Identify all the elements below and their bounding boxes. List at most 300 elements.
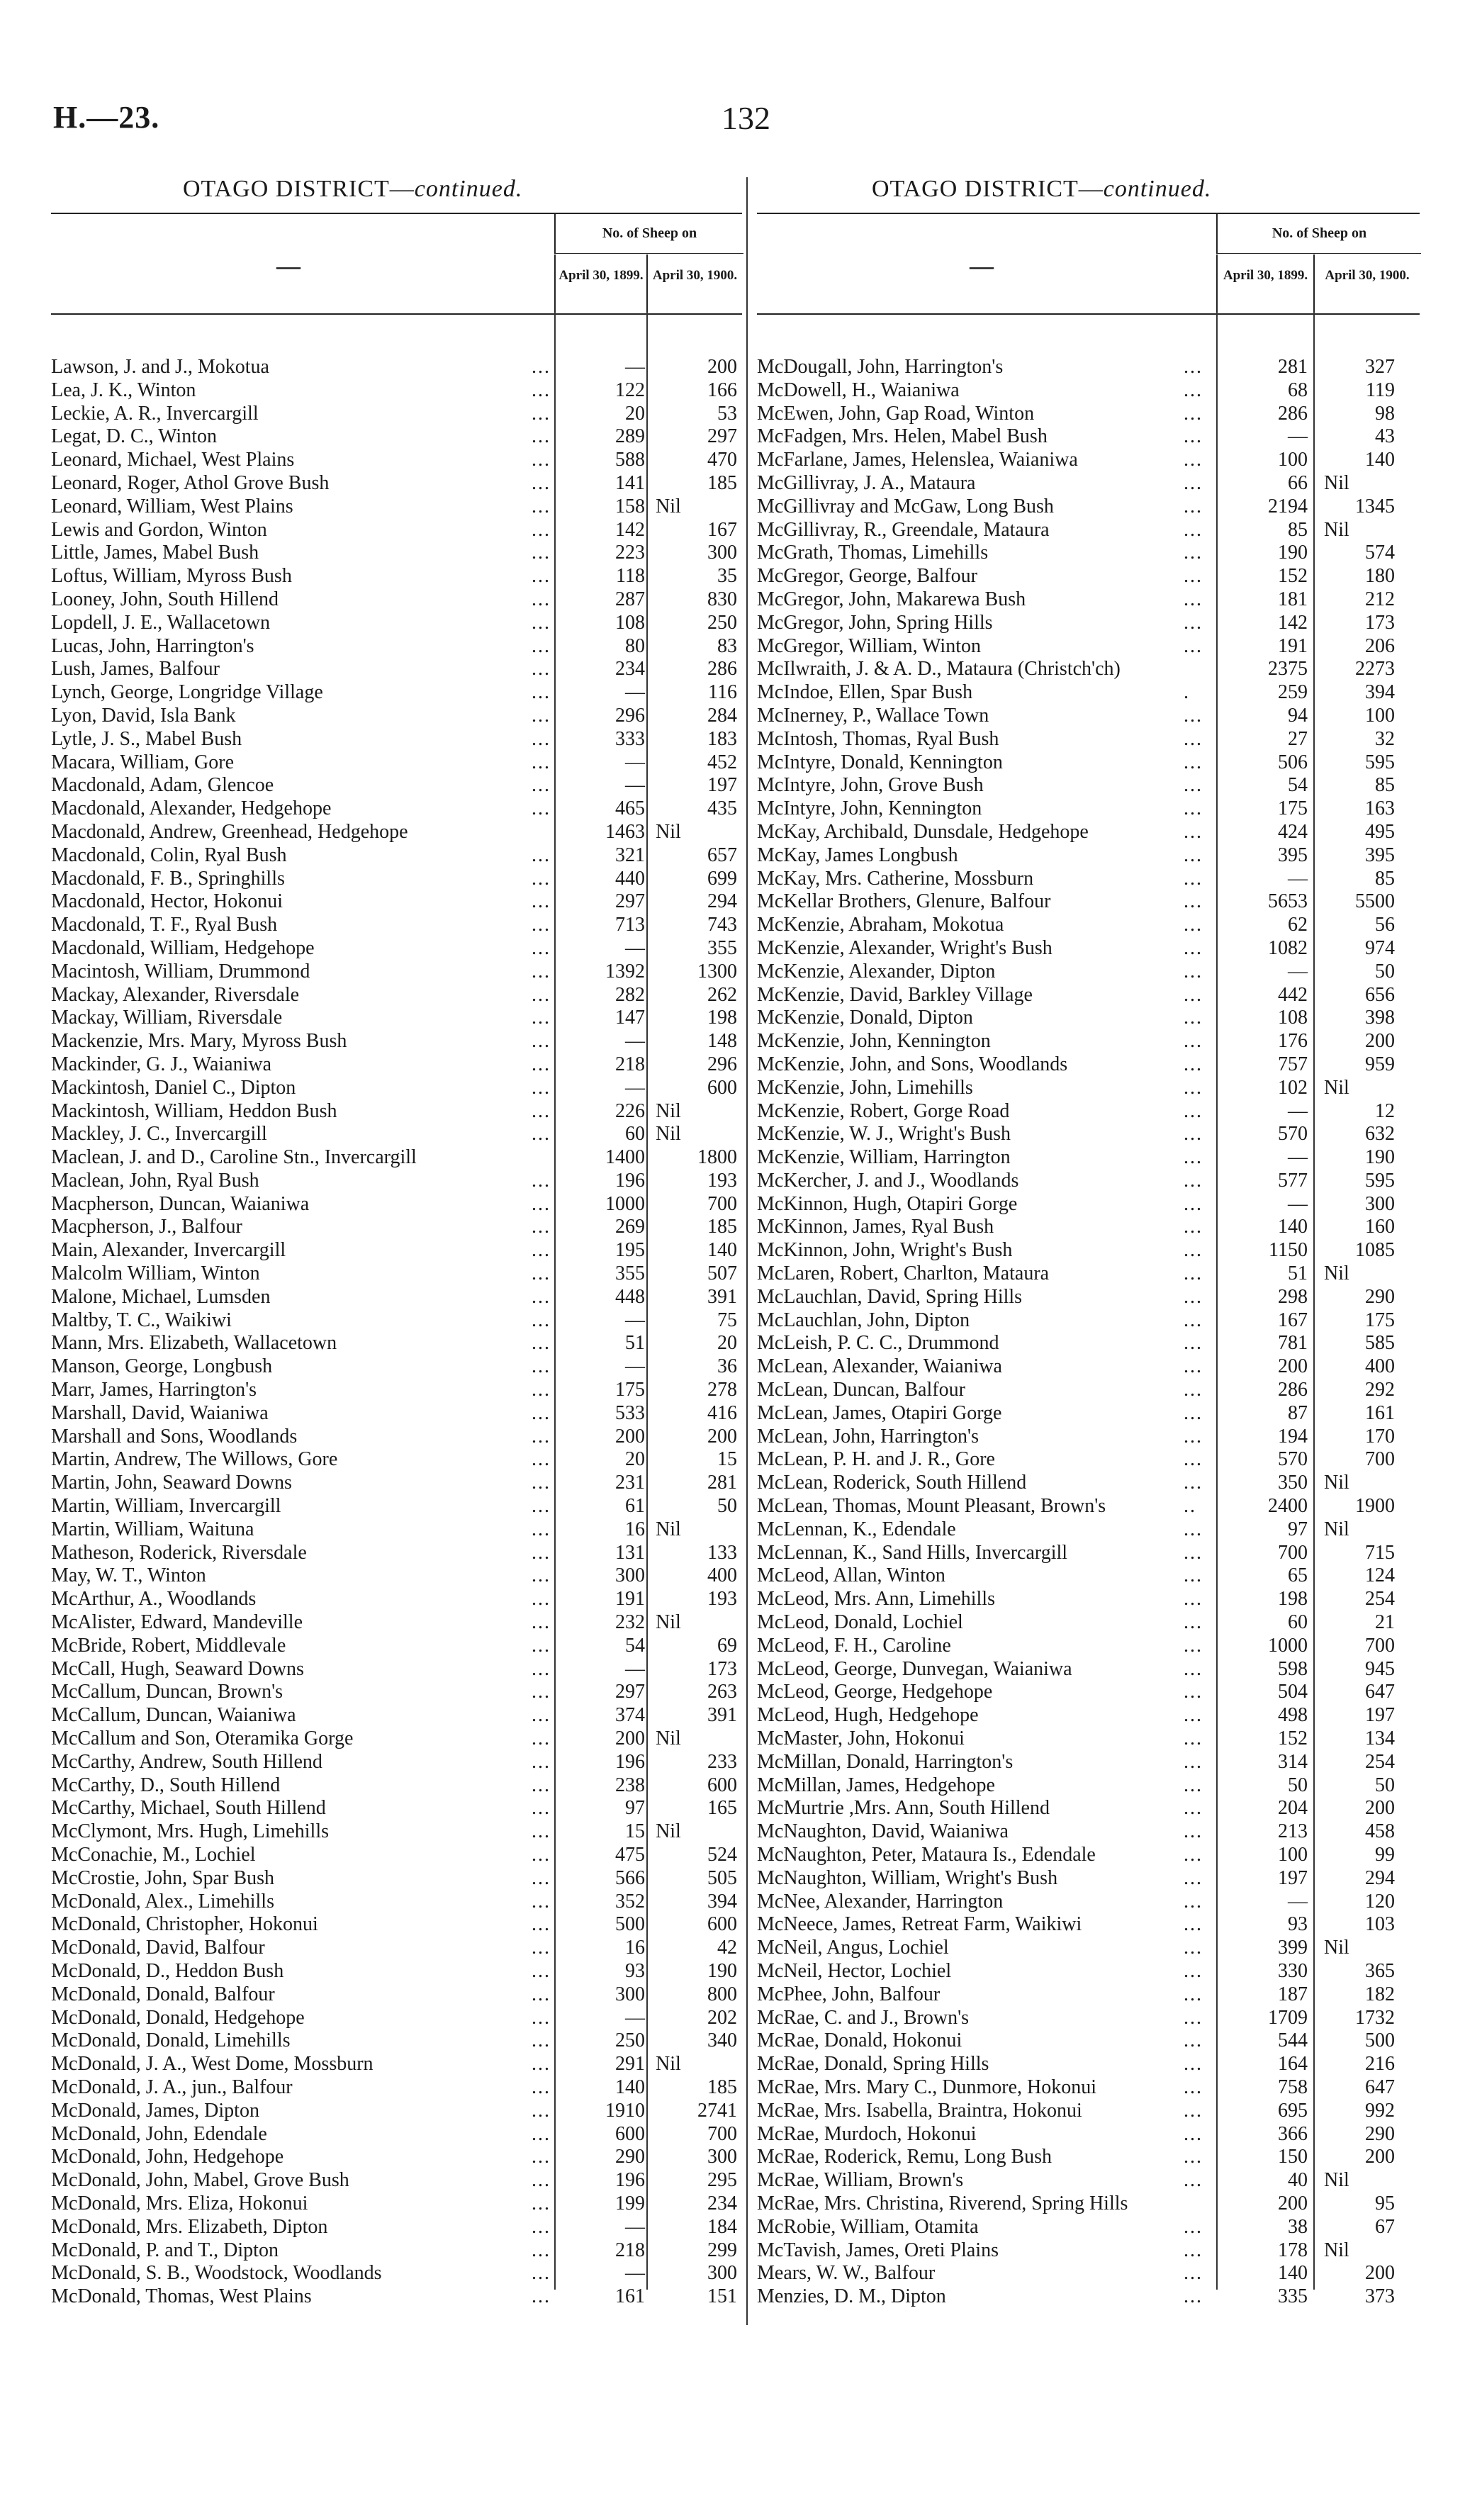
- sheep-1900: Nil: [656, 1820, 681, 1843]
- sheep-1899: 598: [1278, 1657, 1308, 1680]
- sheep-1900: 300: [707, 2146, 737, 2168]
- sheep-1900: 505: [707, 1866, 737, 1889]
- table-row: [51, 914, 742, 937]
- table-row: [757, 356, 1420, 379]
- sheep-1899: 506: [1278, 751, 1308, 773]
- sheep-1900: 1345: [1355, 495, 1395, 517]
- dot-leader: ...: [1184, 844, 1203, 866]
- sheep-1900: 163: [1365, 797, 1395, 820]
- table-row: [757, 1891, 1420, 1914]
- dot-leader: ...: [532, 1379, 551, 1401]
- owner-name: McCall, Hugh, Seaward Downs: [51, 1657, 304, 1680]
- name-column-header: —: [276, 253, 301, 279]
- dot-leader: ...: [1184, 820, 1203, 843]
- sheep-1899: 100: [1278, 449, 1308, 471]
- owner-name: McIntyre, John, Grove Bush: [757, 774, 984, 797]
- table-row: [51, 1495, 742, 1518]
- sheep-1900: 190: [1365, 1146, 1395, 1169]
- dot-leader: ...: [1184, 402, 1203, 425]
- sheep-1900: 699: [707, 867, 737, 890]
- sheep-1900: 715: [1365, 1541, 1395, 1564]
- table-row: [51, 1937, 742, 1960]
- sheep-count-group-header: No. of Sheep on: [554, 214, 743, 254]
- owner-name: McKenzie, Donald, Dipton: [757, 1007, 973, 1029]
- table-row: [757, 1239, 1420, 1262]
- owner-name: McDonald, P. and T., Dipton: [51, 2239, 279, 2261]
- owner-name: McTavish, James, Oreti Plains: [757, 2239, 999, 2261]
- sheep-1900: Nil: [1324, 1472, 1349, 1494]
- sheep-1900: 167: [707, 518, 737, 541]
- sheep-1899: 194: [1278, 1425, 1308, 1447]
- owner-name: Leckie, A. R., Invercargill: [51, 402, 259, 425]
- sheep-1900: 600: [707, 1774, 737, 1796]
- table-row: [51, 2123, 742, 2146]
- table-row: [757, 1542, 1420, 1565]
- sheep-1900: Nil: [1324, 471, 1349, 494]
- owner-name: McLaren, Robert, Charlton, Mataura: [757, 1262, 1050, 1285]
- owner-name: Macpherson, Duncan, Waianiwa: [51, 1192, 310, 1215]
- sheep-1899: 27: [1288, 727, 1308, 750]
- owner-name: McGregor, John, Makarewa Bush: [757, 588, 1026, 610]
- sheep-1899: 352: [615, 1890, 645, 1913]
- dot-leader: ...: [532, 1564, 551, 1587]
- table-row: [757, 1007, 1420, 1030]
- table-row: [51, 1588, 742, 1611]
- owner-name: McNeil, Angus, Lochiel: [757, 1937, 949, 1959]
- sheep-1900: 284: [707, 704, 737, 727]
- sheep-1900: 300: [707, 542, 737, 564]
- sheep-1899: 118: [616, 565, 645, 588]
- owner-name: Mackintosh, William, Heddon Bush: [51, 1099, 337, 1122]
- table-row: [757, 1262, 1420, 1286]
- table-header: [757, 213, 1420, 315]
- sheep-1899: 234: [615, 658, 645, 681]
- sheep-1899: 93: [1288, 1913, 1308, 1936]
- sheep-1900: 398: [1365, 1007, 1395, 1029]
- sheep-1900: 36: [717, 1355, 737, 1378]
- sheep-1900: 99: [1375, 1844, 1395, 1866]
- table-row: [51, 1797, 742, 1820]
- table-row: [51, 1262, 742, 1286]
- sheep-1899: 577: [1278, 1169, 1308, 1192]
- dot-leader: ...: [532, 1959, 551, 1982]
- sheep-1900: 327: [1365, 356, 1395, 378]
- sheep-1900: 5500: [1355, 890, 1395, 913]
- column-divider: [746, 177, 748, 2325]
- table-row: [757, 1820, 1420, 1844]
- sheep-1899: 366: [1278, 2122, 1308, 2145]
- owner-name: Macdonald, Andrew, Greenhead, Hedgehope: [51, 820, 408, 843]
- owner-name: McLeod, George, Hedgehope: [757, 1681, 993, 1703]
- table-row: [51, 2239, 742, 2263]
- owner-name: McKenzie, Alexander, Wright's Bush: [757, 936, 1052, 959]
- sheep-1900: 299: [707, 2239, 737, 2261]
- sheep-1900: Nil: [656, 1518, 681, 1540]
- table-row: [51, 449, 742, 472]
- sheep-1900: 185: [707, 1216, 737, 1238]
- table-row: [757, 2053, 1420, 2076]
- owner-name: McLennan, K., Sand Hills, Invercargill: [757, 1541, 1068, 1564]
- owner-name: McKercher, J. and J., Woodlands: [757, 1169, 1019, 1192]
- owner-name: McGregor, George, Balfour: [757, 565, 977, 588]
- sheep-1900: 212: [1365, 588, 1395, 610]
- dot-leader: ...: [532, 751, 551, 773]
- sheep-1899: 51: [1288, 1262, 1308, 1285]
- table-row: [757, 1448, 1420, 1472]
- sheep-1899: 300: [615, 1564, 645, 1587]
- owner-name: Mackay, William, Riversdale: [51, 1007, 283, 1029]
- sheep-1899: 38: [1288, 2215, 1308, 2238]
- dot-leader: ...: [532, 727, 551, 750]
- table-row: [51, 1216, 742, 1239]
- owner-name: McRae, Donald, Spring Hills: [757, 2053, 989, 2076]
- owner-name: McFadgen, Mrs. Helen, Mabel Bush: [757, 425, 1048, 448]
- dot-leader: ...: [1184, 471, 1203, 494]
- sheep-1900: 700: [707, 1192, 737, 1215]
- sheep-1900: 180: [1365, 565, 1395, 588]
- owner-name: Leonard, Michael, West Plains: [51, 449, 295, 471]
- dot-leader: ...: [1184, 2169, 1203, 2192]
- sheep-1899: 218: [615, 1053, 645, 1075]
- sheep-1899: 178: [1278, 2239, 1308, 2261]
- sheep-1899: 198: [1278, 1588, 1308, 1611]
- sheep-1900: 173: [1365, 611, 1395, 634]
- dot-leader: ...: [1184, 1611, 1203, 1634]
- table-row: [51, 868, 742, 891]
- table-row: [757, 961, 1420, 984]
- sheep-1899: 300: [615, 1983, 645, 2005]
- dot-leader: ...: [1184, 1076, 1203, 1099]
- sheep-1900: Nil: [1324, 2239, 1349, 2261]
- sheep-1900: Nil: [656, 1123, 681, 1146]
- sheep-1899: —: [625, 936, 645, 959]
- owner-name: Macdonald, Adam, Glencoe: [51, 774, 274, 797]
- sheep-1900: 50: [717, 1495, 737, 1518]
- table-row: [757, 1751, 1420, 1774]
- owner-name: McLean, Thomas, Mount Pleasant, Brown's: [757, 1495, 1106, 1518]
- sheep-1899: 713: [615, 914, 645, 936]
- sheep-1899: 5653: [1268, 890, 1308, 913]
- dot-leader: ...: [1184, 1285, 1203, 1308]
- sheep-1899: 1082: [1268, 936, 1308, 959]
- dot-leader: ...: [532, 449, 551, 471]
- dot-leader: ...: [532, 2053, 551, 2076]
- dot-leader: ...: [532, 1285, 551, 1308]
- sheep-1900: 254: [1365, 1750, 1395, 1773]
- sheep-1899: 298: [1278, 1285, 1308, 1308]
- sheep-1899: 232: [615, 1611, 645, 1634]
- dot-leader: ...: [1184, 1913, 1203, 1936]
- dot-leader: ...: [532, 1239, 551, 1262]
- dot-leader: ...: [1184, 634, 1203, 657]
- sheep-1900: 198: [707, 1007, 737, 1029]
- sheep-1899: —: [625, 356, 645, 378]
- table-row: [51, 2169, 742, 2193]
- sheep-1899: 231: [615, 1472, 645, 1494]
- sheep-1899: 500: [615, 1913, 645, 1936]
- dot-leader: ...: [532, 867, 551, 890]
- sheep-1900: 2273: [1355, 658, 1395, 681]
- table-row: [51, 1820, 742, 1844]
- owner-name: McDonald, John, Edendale: [51, 2122, 267, 2145]
- sheep-1900: 85: [1375, 867, 1395, 890]
- table-row: [51, 2146, 742, 2169]
- owner-name: McKay, Mrs. Catherine, Mossburn: [757, 867, 1034, 890]
- owner-name: McIlwraith, J. & A. D., Mataura (Christch'ch): [757, 658, 1121, 681]
- owner-name: McLean, P. H. and J. R., Gore: [757, 1448, 995, 1471]
- sheep-1899: 175: [615, 1379, 645, 1401]
- sheep-1900: 391: [707, 1704, 737, 1727]
- table-row: [51, 495, 742, 519]
- owner-name: McKenzie, Robert, Gorge Road: [757, 1099, 1010, 1122]
- sheep-1900: 151: [707, 2285, 737, 2308]
- owner-name: Mann, Mrs. Elizabeth, Wallacetown: [51, 1332, 337, 1355]
- sheep-1899: 297: [615, 890, 645, 913]
- sheep-1899: 504: [1278, 1681, 1308, 1703]
- table-row: [757, 1495, 1420, 1518]
- sheep-1899: 167: [1278, 1309, 1308, 1331]
- table-row: [757, 1100, 1420, 1124]
- dot-leader: ..: [1184, 1495, 1196, 1518]
- sheep-1899: 54: [1288, 774, 1308, 797]
- dot-leader: ...: [532, 1216, 551, 1238]
- dot-leader: ...: [1184, 1401, 1203, 1424]
- sheep-1900: 67: [1375, 2215, 1395, 2238]
- owner-name: McIndoe, Ellen, Spar Bush: [757, 681, 973, 704]
- sheep-1900: 391: [707, 1285, 737, 1308]
- dot-leader: ...: [532, 1913, 551, 1936]
- sheep-1899: 142: [1278, 611, 1308, 634]
- owner-name: McRae, Mrs. Mary C., Dunmore, Hokonui: [757, 2076, 1097, 2098]
- dot-leader: ...: [532, 495, 551, 517]
- owner-name: McDonald, John, Mabel, Grove Bush: [51, 2169, 349, 2192]
- sheep-1900: 119: [1366, 379, 1395, 401]
- sheep-1899: 2194: [1268, 495, 1308, 517]
- table-row: [51, 2007, 742, 2030]
- table-row: [51, 379, 742, 403]
- dot-leader: ...: [532, 936, 551, 959]
- owner-name: Macdonald, William, Hedgehope: [51, 936, 315, 959]
- dot-leader: ...: [532, 774, 551, 797]
- dot-leader: ...: [1184, 518, 1203, 541]
- table-row: [51, 1426, 742, 1449]
- sheep-1899: —: [625, 681, 645, 704]
- sheep-1900: 75: [717, 1309, 737, 1331]
- owner-name: Main, Alexander, Invercargill: [51, 1239, 286, 1262]
- table-row: [757, 1123, 1420, 1146]
- table-row: [51, 1355, 742, 1379]
- dot-leader: ...: [1184, 1239, 1203, 1262]
- sheep-1899: —: [1288, 867, 1308, 890]
- dot-leader: ...: [532, 565, 551, 588]
- sheep-1899: 15: [625, 1820, 645, 1843]
- sheep-1900: 161: [1365, 1401, 1395, 1424]
- sheep-1900: 103: [1365, 1913, 1395, 1936]
- sheep-1899: 152: [1278, 1727, 1308, 1750]
- sheep-1900: 945: [1365, 1657, 1395, 1680]
- sheep-1899: 259: [1278, 681, 1308, 704]
- sheep-1900: 355: [707, 936, 737, 959]
- sheep-1900: 458: [1365, 1820, 1395, 1843]
- sheep-1900: 495: [1365, 820, 1395, 843]
- sheep-1899: —: [1288, 1890, 1308, 1913]
- title-continued: continued.: [414, 176, 523, 202]
- owner-name: Malcolm William, Winton: [51, 1262, 260, 1285]
- owner-name: Lyon, David, Isla Bank: [51, 704, 236, 727]
- sheep-1900: 2741: [697, 2099, 737, 2122]
- table-row: [757, 1960, 1420, 1983]
- table-row: [51, 1658, 742, 1681]
- table-body: [757, 356, 1420, 2309]
- sheep-1899: 152: [1278, 565, 1308, 588]
- dot-leader: ...: [1184, 704, 1203, 727]
- sheep-1900: 340: [707, 2029, 737, 2052]
- sheep-1899: 296: [615, 704, 645, 727]
- table-row: [757, 2285, 1420, 2309]
- owner-name: McRae, Mrs. Christina, Riverend, Spring Hills: [757, 2192, 1128, 2214]
- dot-leader: ...: [1184, 1099, 1203, 1122]
- dot-leader: ...: [1184, 1355, 1203, 1378]
- sheep-1900: 50: [1375, 1774, 1395, 1796]
- sheep-1900: 20: [717, 1332, 737, 1355]
- dot-leader: ...: [532, 1727, 551, 1750]
- table-row: [757, 2239, 1420, 2263]
- sheep-1899: 291: [615, 2053, 645, 2076]
- dot-leader: ...: [1184, 611, 1203, 634]
- sheep-1900: 200: [1365, 2146, 1395, 2168]
- sheep-1899: 1910: [605, 2099, 645, 2122]
- sheep-1900: 373: [1365, 2285, 1395, 2308]
- owner-name: McRae, Roderick, Remu, Long Bush: [757, 2146, 1052, 2168]
- sheep-1899: 66: [1288, 471, 1308, 494]
- dot-leader: ...: [1184, 495, 1203, 517]
- sheep-1900: 1300: [697, 960, 737, 982]
- dot-leader: ...: [1184, 1866, 1203, 1889]
- dot-leader: ...: [1184, 1657, 1203, 1680]
- sheep-1900: 234: [707, 2192, 737, 2214]
- owner-name: McCallum, Duncan, Waianiwa: [51, 1704, 296, 1727]
- dot-leader: ...: [1184, 727, 1203, 750]
- owner-name: Mackley, J. C., Invercargill: [51, 1123, 267, 1146]
- sheep-1899: 147: [615, 1007, 645, 1029]
- sheep-1900: 53: [717, 402, 737, 425]
- sheep-1900: 197: [707, 774, 737, 797]
- sheep-1900: 42: [717, 1937, 737, 1959]
- table-row: [51, 1332, 742, 1355]
- sheep-1900: 400: [1365, 1355, 1395, 1378]
- sheep-1899: 442: [1278, 983, 1308, 1006]
- sheep-1899: 287: [615, 588, 645, 610]
- dot-leader: ...: [1184, 1030, 1203, 1053]
- dot-leader: ...: [532, 1518, 551, 1540]
- sheep-1899: —: [625, 1030, 645, 1053]
- table-row: [757, 1635, 1420, 1658]
- dot-leader: ...: [532, 379, 551, 401]
- sheep-1899: 195: [615, 1239, 645, 1262]
- dot-leader: ...: [532, 890, 551, 913]
- sheep-1899: 213: [1278, 1820, 1308, 1843]
- sheep-1900: 656: [1365, 983, 1395, 1006]
- dot-leader: ...: [532, 1820, 551, 1843]
- table-row: [757, 1983, 1420, 2007]
- table-row: [757, 1472, 1420, 1495]
- sheep-1899: 97: [625, 1797, 645, 1820]
- owner-name: McKenzie, W. J., Wright's Bush: [757, 1123, 1011, 1146]
- table-row: [51, 2100, 742, 2123]
- owner-name: McKenzie, John, Kennington: [757, 1030, 991, 1053]
- sheep-1900: 524: [707, 1844, 737, 1866]
- table-row: [51, 1983, 742, 2007]
- table-row: [757, 1146, 1420, 1170]
- dot-leader: ...: [1184, 2239, 1203, 2261]
- dot-leader: ...: [1184, 1192, 1203, 1215]
- table-row: [757, 635, 1420, 659]
- sheep-1899: 50: [1288, 1774, 1308, 1796]
- sheep-1899: 85: [1288, 518, 1308, 541]
- sheep-1900: 32: [1375, 727, 1395, 750]
- sheep-1900: 35: [717, 565, 737, 588]
- table-row: [757, 1402, 1420, 1426]
- owner-name: Maclean, J. and D., Caroline Stn., Invercargill: [51, 1146, 417, 1169]
- owner-name: McDonald, Christopher, Hokonui: [51, 1913, 318, 1936]
- table-row: [757, 1286, 1420, 1309]
- sheep-1900: 700: [1365, 1448, 1395, 1471]
- sheep-1900: 206: [1365, 634, 1395, 657]
- dot-leader: ...: [1184, 588, 1203, 610]
- table-row: [757, 1332, 1420, 1355]
- sheep-1900: 600: [707, 1913, 737, 1936]
- sheep-1900: 166: [707, 379, 737, 401]
- sheep-1899: —: [1288, 960, 1308, 982]
- title-continued: continued.: [1103, 176, 1212, 202]
- dot-leader: ...: [1184, 914, 1203, 936]
- table-row: [51, 2193, 742, 2216]
- owner-name: McGillivray, R., Greendale, Mataura: [757, 518, 1050, 541]
- table-row: [757, 658, 1420, 681]
- sheep-1899: 297: [615, 1681, 645, 1703]
- table-row: [51, 2053, 742, 2076]
- sheep-1900: 200: [1365, 1030, 1395, 1053]
- sheep-1900: 197: [1365, 1704, 1395, 1727]
- sheep-1900: Nil: [656, 495, 681, 517]
- table-row: [757, 751, 1420, 775]
- dot-leader: ...: [532, 2192, 551, 2214]
- sheep-1899: 448: [615, 1285, 645, 1308]
- sheep-1900: Nil: [1324, 518, 1349, 541]
- table-row: [51, 1286, 742, 1309]
- sheep-1899: 314: [1278, 1750, 1308, 1773]
- sheep-1900: 233: [707, 1750, 737, 1773]
- dot-leader: ...: [1184, 449, 1203, 471]
- sheep-1899: 140: [1278, 1216, 1308, 1238]
- report-code: H.—23.: [53, 100, 160, 135]
- left-table: [51, 213, 742, 2309]
- table-row: [51, 1402, 742, 1426]
- dot-leader: ...: [1184, 936, 1203, 959]
- table-row: [51, 844, 742, 868]
- sheep-1899: 181: [1278, 588, 1308, 610]
- owner-name: McDonald, Mrs. Elizabeth, Dipton: [51, 2215, 328, 2238]
- owner-name: McLeod, F. H., Caroline: [757, 1634, 951, 1657]
- table-row: [51, 961, 742, 984]
- dot-leader: ...: [532, 1099, 551, 1122]
- sheep-1899: 94: [1288, 704, 1308, 727]
- owner-name: McKinnon, John, Wright's Bush: [757, 1239, 1013, 1262]
- owner-name: Little, James, Mabel Bush: [51, 542, 259, 564]
- owner-name: McGillivray and McGaw, Long Bush: [757, 495, 1054, 517]
- owner-name: McLeod, Mrs. Ann, Limehills: [757, 1588, 995, 1611]
- dot-leader: ...: [532, 1681, 551, 1703]
